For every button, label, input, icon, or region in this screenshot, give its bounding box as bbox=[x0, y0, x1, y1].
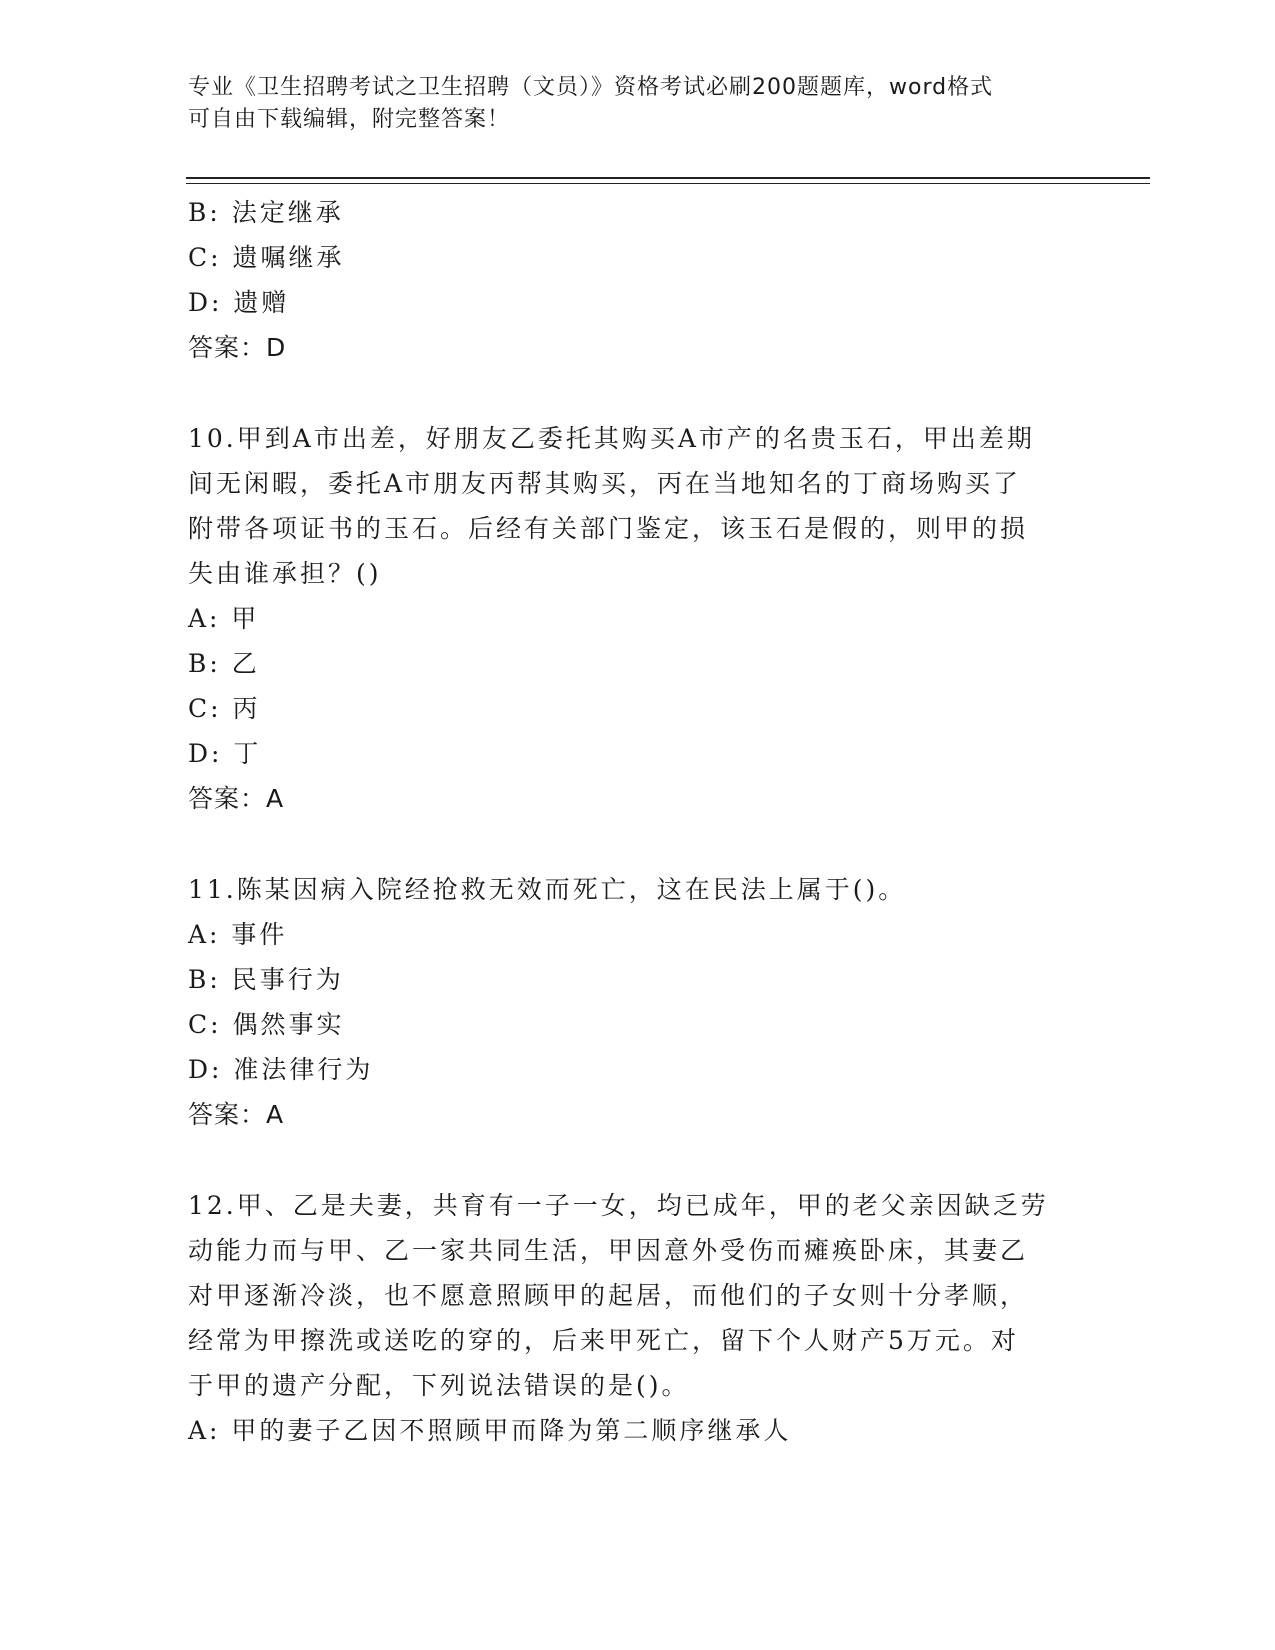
option-b: B: 民事行为 bbox=[188, 965, 344, 994]
question-12-text bbox=[188, 1183, 1088, 1408]
question-text-line: 12.甲、乙是夫妻，共育有一子一女，均已成年，甲的老父亲因缺乏劳 bbox=[188, 1191, 1049, 1220]
question-text-line: 11.陈某因病入院经抢救无效而死亡，这在民法上属于()。 bbox=[188, 875, 907, 904]
question-text-line: 附带各项证书的玉石。后经有关部门鉴定，该玉石是假的，则甲的损 bbox=[188, 514, 1029, 543]
header-title-line-2: 可自由下载编辑，附完整答案！ bbox=[188, 107, 511, 132]
option-d: D: 遗赠 bbox=[188, 288, 290, 317]
answer-line: 答案：A bbox=[188, 784, 285, 813]
question-12-block bbox=[188, 1183, 1088, 1453]
question-list bbox=[188, 190, 1088, 1453]
option-d: D: 丁 bbox=[188, 739, 262, 768]
option-b: B: 法定继承 bbox=[188, 198, 344, 227]
option-a: A: 事件 bbox=[188, 920, 288, 949]
question-10-block bbox=[188, 416, 1088, 821]
option-a: A: 甲的妻子乙因不照顾甲而降为第二顺序继承人 bbox=[188, 1416, 792, 1445]
header-divider-thick bbox=[186, 177, 1150, 179]
spacer bbox=[188, 1137, 1088, 1183]
question-text-line: 经常为甲擦洗或送吃的穿的，后来甲死亡，留下个人财产5万元。对 bbox=[188, 1326, 1019, 1355]
question-9-block bbox=[188, 190, 1088, 370]
question-text-line: 10.甲到A市出差，好朋友乙委托其购买A市产的名贵玉石，甲出差期 bbox=[188, 424, 1035, 453]
option-a: A: 甲 bbox=[188, 604, 260, 633]
option-c: C: 偶然事实 bbox=[188, 1010, 345, 1039]
option-b: B: 乙 bbox=[188, 649, 260, 678]
answer-line: 答案：A bbox=[188, 1100, 285, 1129]
question-text-line: 对甲逐渐冷淡，也不愿意照顾甲的起居，而他们的子女则十分孝顺， bbox=[188, 1281, 1029, 1310]
question-11-block bbox=[188, 867, 1088, 1137]
question-text-line: 于甲的遗产分配，下列说法错误的是()。 bbox=[188, 1371, 690, 1400]
option-d: D: 准法律行为 bbox=[188, 1055, 374, 1084]
question-text-line: 间无闲暇，委托A市朋友丙帮其购买，丙在当地知名的丁商场购买了 bbox=[188, 469, 1022, 498]
header-title-line-1: 专业《卫生招聘考试之卫生招聘（文员）》资格考试必刷200题题库，word格式 bbox=[188, 75, 994, 100]
spacer bbox=[188, 370, 1088, 416]
option-c: C: 丙 bbox=[188, 694, 261, 723]
question-11-text bbox=[188, 867, 1088, 912]
question-10-text bbox=[188, 416, 1088, 596]
answer-line: 答案：D bbox=[188, 333, 287, 362]
option-c: C: 遗嘱继承 bbox=[188, 243, 345, 272]
question-text-line: 动能力而与甲、乙一家共同生活，甲因意外受伤而瘫痪卧床，其妻乙 bbox=[188, 1236, 1029, 1265]
question-text-line: 失由谁承担？() bbox=[188, 559, 382, 588]
document-header bbox=[188, 72, 1068, 136]
spacer bbox=[188, 821, 1088, 867]
header-divider-thin bbox=[186, 183, 1150, 184]
